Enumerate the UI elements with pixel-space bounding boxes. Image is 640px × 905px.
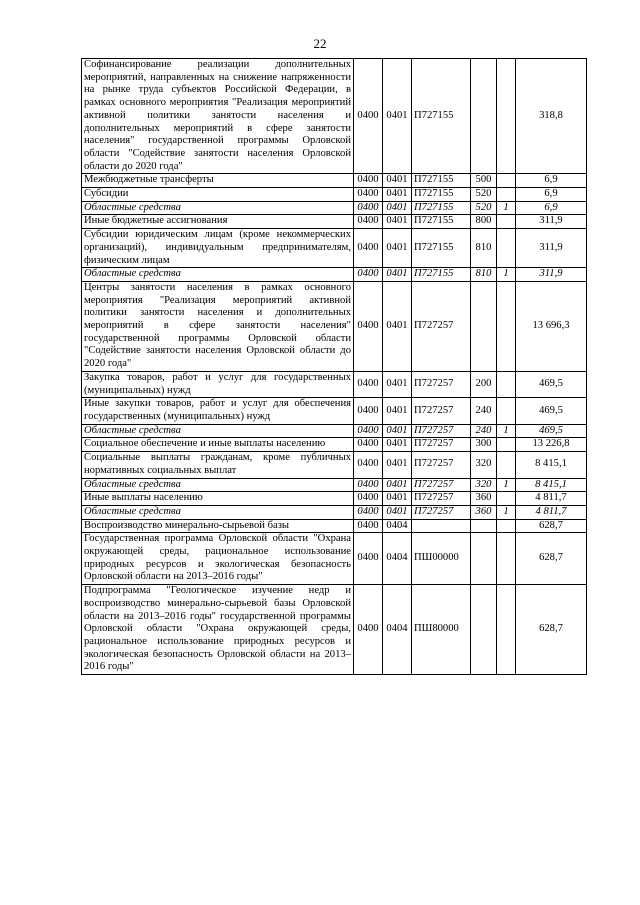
expense-type-code: 320 xyxy=(471,478,497,492)
subsection-code: 0401 xyxy=(383,452,412,478)
table-row xyxy=(82,438,587,452)
subsection-code: 0404 xyxy=(383,585,412,675)
row-name: Социальные выплаты гражданам, кроме публичных нормативных социальных выплат xyxy=(82,452,354,478)
article-code: П727257 xyxy=(412,424,471,438)
source-code xyxy=(497,519,516,533)
article-code: П727155 xyxy=(412,229,471,268)
subsection-code: 0404 xyxy=(383,533,412,585)
subsection-code: 0404 xyxy=(383,519,412,533)
article-code: П727257 xyxy=(412,478,471,492)
table-row xyxy=(82,585,587,675)
source-code xyxy=(497,281,516,371)
subsection-code: 0401 xyxy=(383,478,412,492)
table-row xyxy=(82,229,587,268)
amount: 628,7 xyxy=(516,585,587,675)
subsection-code: 0401 xyxy=(383,438,412,452)
amount: 6,9 xyxy=(516,188,587,202)
table-row xyxy=(82,371,587,397)
expense-type-code xyxy=(471,59,497,174)
expense-type-code: 500 xyxy=(471,174,497,188)
section-code: 0400 xyxy=(354,281,383,371)
source-code: 1 xyxy=(497,505,516,519)
table-row xyxy=(82,188,587,202)
amount: 469,5 xyxy=(516,424,587,438)
expense-type-code xyxy=(471,585,497,675)
table-row xyxy=(82,452,587,478)
article-code: П727155 xyxy=(412,201,471,215)
amount: 4 811,7 xyxy=(516,492,587,506)
table-row xyxy=(82,268,587,282)
expense-type-code: 800 xyxy=(471,215,497,229)
section-code: 0400 xyxy=(354,215,383,229)
expense-type-code: 320 xyxy=(471,452,497,478)
section-code: 0400 xyxy=(354,188,383,202)
expense-type-code xyxy=(471,519,497,533)
row-name: Субсидии xyxy=(82,188,354,202)
section-code: 0400 xyxy=(354,229,383,268)
subsection-code: 0401 xyxy=(383,371,412,397)
source-code xyxy=(497,371,516,397)
section-code: 0400 xyxy=(354,174,383,188)
amount: 311,9 xyxy=(516,229,587,268)
amount: 311,9 xyxy=(516,215,587,229)
expense-type-code: 240 xyxy=(471,424,497,438)
article-code: П727257 xyxy=(412,281,471,371)
article-code: П727257 xyxy=(412,398,471,424)
expense-type-code xyxy=(471,533,497,585)
amount: 6,9 xyxy=(516,201,587,215)
expense-type-code: 520 xyxy=(471,201,497,215)
article-code: П727155 xyxy=(412,188,471,202)
row-name: Областные средства xyxy=(82,424,354,438)
subsection-code: 0401 xyxy=(383,174,412,188)
subsection-code: 0401 xyxy=(383,268,412,282)
source-code xyxy=(497,174,516,188)
table-row xyxy=(82,398,587,424)
subsection-code: 0401 xyxy=(383,229,412,268)
source-code: 1 xyxy=(497,478,516,492)
article-code xyxy=(412,519,471,533)
section-code: 0400 xyxy=(354,519,383,533)
row-name: Иные выплаты населению xyxy=(82,492,354,506)
subsection-code: 0401 xyxy=(383,398,412,424)
row-name: Воспроизводство минерально-сырьевой базы xyxy=(82,519,354,533)
row-name: Субсидии юридическим лицам (кроме некоммерческих организаций), индивидуальным предпринимателям, физическим лицам xyxy=(82,229,354,268)
row-name: Центры занятости населения в рамках основного мероприятия "Реализация мероприятий активной политики занятости населения и дополнительных мероприятий в сфере занятости населения" государственной программы Орловской области "Содействие занятости населения Орловской области до 2020 года" xyxy=(82,281,354,371)
source-code xyxy=(497,585,516,675)
amount: 13 696,3 xyxy=(516,281,587,371)
article-code: П727257 xyxy=(412,505,471,519)
amount: 628,7 xyxy=(516,533,587,585)
article-code: ПШ80000 xyxy=(412,585,471,675)
table-row xyxy=(82,478,587,492)
source-code xyxy=(497,229,516,268)
row-name: Областные средства xyxy=(82,268,354,282)
row-name: Социальное обеспечение и иные выплаты населению xyxy=(82,438,354,452)
section-code: 0400 xyxy=(354,268,383,282)
expense-type-code: 520 xyxy=(471,188,497,202)
source-code xyxy=(497,215,516,229)
article-code: П727257 xyxy=(412,492,471,506)
source-code: 1 xyxy=(497,268,516,282)
table-row xyxy=(82,533,587,585)
row-name: Государственная программа Орловской области "Охрана окружающей среды, рациональное использование природных ресурсов и экологическая безопасность Орловской области на 2013–2016 годы" xyxy=(82,533,354,585)
section-code: 0400 xyxy=(354,438,383,452)
subsection-code: 0401 xyxy=(383,505,412,519)
amount: 8 415,1 xyxy=(516,478,587,492)
table-row xyxy=(82,424,587,438)
source-code xyxy=(497,452,516,478)
amount: 628,7 xyxy=(516,519,587,533)
article-code: П727155 xyxy=(412,215,471,229)
expense-type-code: 240 xyxy=(471,398,497,424)
budget-table xyxy=(81,58,587,675)
table-row xyxy=(82,519,587,533)
section-code: 0400 xyxy=(354,398,383,424)
subsection-code: 0401 xyxy=(383,201,412,215)
section-code: 0400 xyxy=(354,585,383,675)
subsection-code: 0401 xyxy=(383,188,412,202)
section-code: 0400 xyxy=(354,478,383,492)
table-row xyxy=(82,201,587,215)
section-code: 0400 xyxy=(354,201,383,215)
article-code: П727155 xyxy=(412,268,471,282)
subsection-code: 0401 xyxy=(383,281,412,371)
expense-type-code xyxy=(471,281,497,371)
source-code xyxy=(497,398,516,424)
amount: 469,5 xyxy=(516,371,587,397)
amount: 6,9 xyxy=(516,174,587,188)
table-row xyxy=(82,505,587,519)
article-code: П727257 xyxy=(412,371,471,397)
expense-type-code: 810 xyxy=(471,229,497,268)
expense-type-code: 360 xyxy=(471,492,497,506)
article-code: П727155 xyxy=(412,59,471,174)
table-row xyxy=(82,281,587,371)
amount: 8 415,1 xyxy=(516,452,587,478)
expense-type-code: 810 xyxy=(471,268,497,282)
section-code: 0400 xyxy=(354,452,383,478)
row-name: Закупка товаров, работ и услуг для государственных (муниципальных) нужд xyxy=(82,371,354,397)
row-name: Иные бюджетные ассигнования xyxy=(82,215,354,229)
row-name: Областные средства xyxy=(82,505,354,519)
row-name: Иные закупки товаров, работ и услуг для обеспечения государственных (муниципальных) нужд xyxy=(82,398,354,424)
row-name: Софинансирование реализации дополнительных мероприятий, направленных на снижение напряженности на рынке труда субъектов Российской Федерации, в рамках основного мероприятия "Реализация мероприятий активной политики занятости населения и дополнительных мероприятий в сфере занятости населения" государственной программы Орловской области "Содействие занятости населения Орловской области до 2020 года" xyxy=(82,59,354,174)
source-code xyxy=(497,188,516,202)
source-code xyxy=(497,492,516,506)
row-name: Областные средства xyxy=(82,201,354,215)
row-name: Межбюджетные трансферты xyxy=(82,174,354,188)
article-code: ПШ00000 xyxy=(412,533,471,585)
table-row xyxy=(82,215,587,229)
source-code xyxy=(497,438,516,452)
table-row xyxy=(82,59,587,174)
section-code: 0400 xyxy=(354,505,383,519)
source-code: 1 xyxy=(497,424,516,438)
expense-type-code: 360 xyxy=(471,505,497,519)
subsection-code: 0401 xyxy=(383,492,412,506)
section-code: 0400 xyxy=(354,424,383,438)
section-code: 0400 xyxy=(354,492,383,506)
row-name: Областные средства xyxy=(82,478,354,492)
page-number: 22 xyxy=(313,36,327,51)
subsection-code: 0401 xyxy=(383,59,412,174)
table-row xyxy=(82,174,587,188)
subsection-code: 0401 xyxy=(383,215,412,229)
source-code xyxy=(497,533,516,585)
article-code: П727257 xyxy=(412,452,471,478)
source-code: 1 xyxy=(497,201,516,215)
expense-type-code: 200 xyxy=(471,371,497,397)
section-code: 0400 xyxy=(354,533,383,585)
amount: 311,9 xyxy=(516,268,587,282)
amount: 318,8 xyxy=(516,59,587,174)
section-code: 0400 xyxy=(354,59,383,174)
amount: 13 226,8 xyxy=(516,438,587,452)
table-row xyxy=(82,492,587,506)
section-code: 0400 xyxy=(354,371,383,397)
article-code: П727155 xyxy=(412,174,471,188)
source-code xyxy=(497,59,516,174)
row-name: Подпрограмма "Геологическое изучение недр и воспроизводство минерально-сырьевой базы Орловской области на 2013–2016 годы" государственной программы Орловской области "Охрана окружающей среды, рациональное использование природных ресурсов и экологическая безопасность Орловской области на 2013–2016 годы" xyxy=(82,585,354,675)
amount: 469,5 xyxy=(516,398,587,424)
amount: 4 811,7 xyxy=(516,505,587,519)
subsection-code: 0401 xyxy=(383,424,412,438)
expense-type-code: 300 xyxy=(471,438,497,452)
article-code: П727257 xyxy=(412,438,471,452)
